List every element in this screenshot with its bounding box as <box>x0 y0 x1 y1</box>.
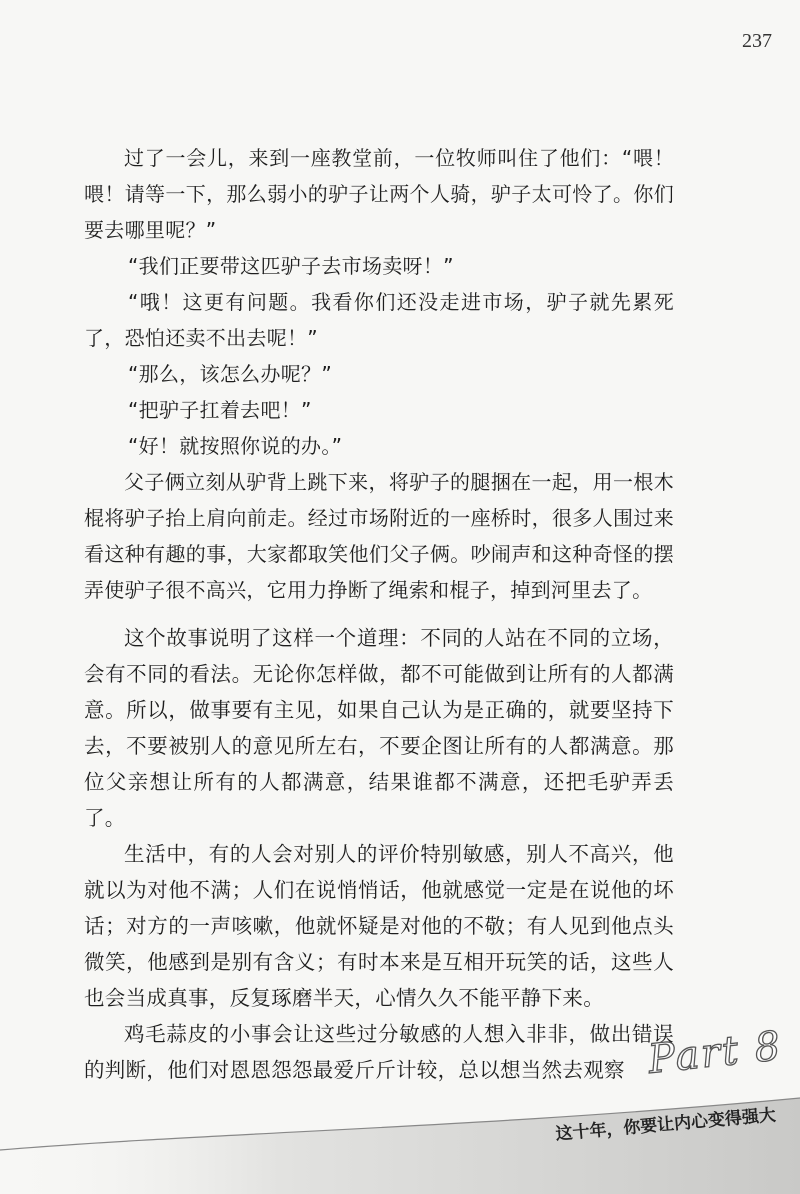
lesson-paragraph: 这个故事说明了这样一个道理：不同的人站在不同的立场，会有不同的看法。无论你怎样做，都不可能做到让所有的人都满意。所以，做事要有主见，如果自己认为是正确的，就要坚持下去，不要被别人的意见所左右，不要企图让所有的人都满意。那位父亲想让所有的人都满意，结果谁都不满意，还把毛驴弄丢了。 <box>84 626 674 830</box>
part-caption: 这十年，你要让内心变得强大 <box>554 1105 777 1145</box>
story-paragraph: 父子俩立刻从驴背上跳下来，将驴子的腿捆在一起，用一根木棍将驴子抬上肩向前走。经过市场附近的一座桥时，很多人围过来看这种有趣的事，大家都取笑他们父子俩。吵闹声和这种奇怪的摆弄使驴子很不高兴，它用力挣断了绳索和棍子，掉到河里去了。 <box>84 470 674 602</box>
page-number: 237 <box>742 30 772 52</box>
part-label: Part 8 <box>645 1023 785 1083</box>
lesson-paragraph: 生活中，有的人会对别人的评价特别敏感，别人不高兴，他就以为对他不满；人们在说悄悄话，他就感觉一定是在说他的坏话；对方的一声咳嗽，他就怀疑是对他的不敬；有人见到他点头微笑，他感到是别有含义；有时本来是互相开玩笑的话，这些人也会当成真事，反复琢磨半天，心情久久不能平静下来。 <box>84 842 674 1010</box>
dialogue-line: “好！就按照你说的办。” <box>128 434 343 458</box>
dialogue-line: “把驴子扛着去吧！” <box>128 398 312 422</box>
dialogue-line: “哦！这更有问题。我看你们还没走进市场，驴子就先累死了，恐怕还卖不出去呢！” <box>84 290 674 350</box>
dialogue-line: “我们正要带这匹驴子去市场卖呀！” <box>128 254 454 278</box>
story-paragraph: 过了一会儿，来到一座教堂前，一位牧师叫住了他们：“喂！喂！请等一下，那么弱小的驴子让两个人骑，驴子太可怜了。你们要去哪里呢？” <box>84 146 674 242</box>
dialogue-line: “那么，该怎么办呢？” <box>128 362 333 386</box>
lesson-paragraph: 鸡毛蒜皮的小事会让这些过分敏感的人想入非非，做出错误的判断，他们对恩恩怨怨最爱斤斤计较，总以想当然去观察 <box>84 1022 674 1082</box>
footer-swoosh-decoration <box>0 1080 800 1194</box>
lesson-section <box>84 620 674 1088</box>
story-section <box>84 140 674 608</box>
